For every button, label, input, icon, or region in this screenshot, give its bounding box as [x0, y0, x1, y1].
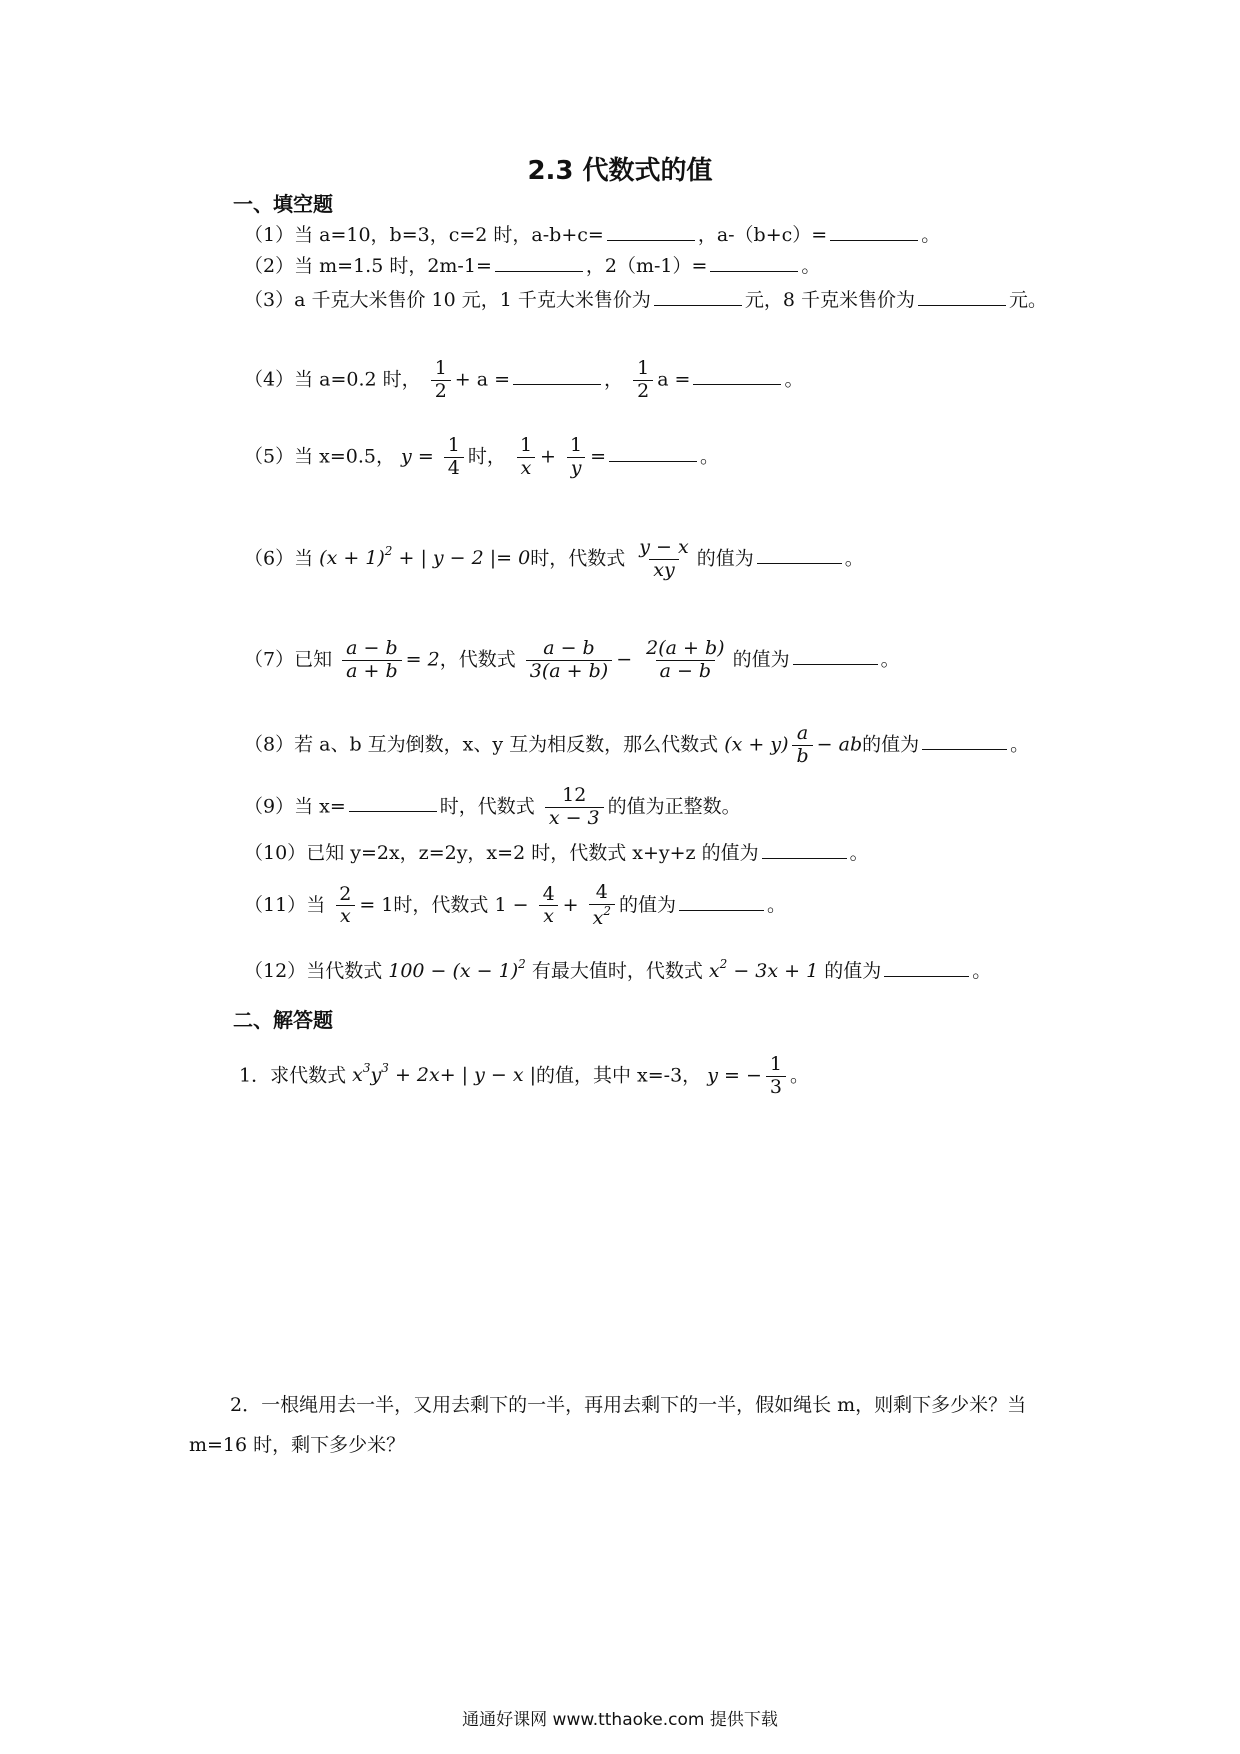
question-text: 时，代数式: [530, 547, 626, 570]
math-expr: $x^3y^3 + 2x+$ | y − x |: [352, 1061, 536, 1087]
problem-text: 一根绳用去一半，又用去剩下的一半，再用去剩下的一半，假如绳长 m，则剩下多少米？当 m=16 时，剩下多少米？: [189, 1394, 1027, 1456]
math-expr: (x + y): [724, 733, 789, 756]
fraction-one-over-x: $\frac{1}{x}$: [516, 435, 536, 480]
question-text: 当 a=10，b=3，c=2 时，a-b+c=: [294, 224, 604, 246]
answer-blank[interactable]: [654, 304, 742, 306]
question-number: （10）: [244, 842, 307, 864]
end-mark: 。: [789, 1064, 809, 1087]
answer-blank[interactable]: [710, 270, 798, 272]
math-expr: y = −: [707, 1064, 762, 1087]
math-expr: + a =: [454, 368, 511, 391]
question-11: [244, 882, 786, 930]
question-text: 时，: [467, 445, 506, 468]
problem-2: [189, 1385, 1059, 1465]
answer-blank[interactable]: [609, 460, 697, 462]
question-number: （9）: [244, 795, 295, 818]
question-text: ，a-（b+c）=: [697, 224, 828, 246]
math-op: +: [540, 445, 556, 468]
question-text: 的值为: [824, 960, 882, 982]
math-expr: $x^2 - 3x + 1$: [708, 957, 819, 982]
question-10: [244, 844, 869, 863]
end-mark: 。: [767, 893, 787, 916]
question-text: 有最大值时，代数式: [531, 960, 703, 982]
math-expr: − ab: [816, 733, 863, 756]
math-expr: = 1: [359, 893, 394, 916]
question-number: （11）: [244, 893, 307, 916]
question-number: （6）: [244, 547, 295, 570]
question-text: 已知: [294, 648, 333, 671]
answer-blank[interactable]: [679, 909, 764, 911]
fraction-one-half: $\frac{1}{2}$: [431, 358, 451, 403]
math-expr: y =: [401, 445, 434, 468]
question-text: ，2（m-1）=: [585, 255, 708, 277]
question-text: 的值为: [696, 547, 754, 570]
question-text: 当: [294, 547, 314, 570]
answer-blank[interactable]: [793, 663, 878, 665]
fraction-one-third: $\frac{1}{3}$: [766, 1054, 786, 1099]
question-text: ，代数式: [439, 648, 516, 671]
question-text: 当 a=0.2 时，: [294, 368, 421, 391]
question-4: [244, 358, 804, 403]
question-7: [244, 638, 900, 683]
problem-text: 的值，其中 x=-3，: [536, 1064, 702, 1087]
question-number: （8）: [244, 733, 295, 756]
end-mark: 。: [972, 960, 992, 982]
question-text: 。: [921, 224, 941, 246]
answer-blank[interactable]: [830, 239, 918, 241]
end-mark: 。: [1010, 733, 1030, 756]
section-heading-answer: 二、解答题: [233, 1008, 333, 1032]
math-expr: $100 - (x - 1)^2$: [388, 957, 526, 982]
question-8: [244, 723, 1029, 768]
answer-blank[interactable]: [884, 975, 969, 977]
answer-blank[interactable]: [757, 562, 842, 564]
answer-blank[interactable]: [693, 383, 781, 385]
question-number: （5）: [244, 445, 295, 468]
problem-number: 2．: [230, 1394, 262, 1416]
question-9: [244, 785, 741, 830]
answer-blank[interactable]: [495, 270, 583, 272]
question-12: [244, 958, 991, 981]
math-expr: 1 −: [494, 893, 529, 916]
section-heading-fill-in: 一、填空题: [233, 192, 333, 216]
question-text: 的值为正整数。: [607, 795, 741, 818]
question-text: 当 x=: [294, 795, 346, 818]
question-number: （7）: [244, 648, 295, 671]
end-mark: 。: [880, 648, 900, 671]
question-number: （1）: [244, 224, 295, 246]
question-text: 当代数式: [306, 960, 383, 982]
fraction-4-over-x-squared: $\frac{4}{x^2}$: [589, 882, 615, 930]
question-1: [244, 226, 940, 245]
problem-1: [239, 1054, 809, 1099]
fraction-12-over-x-minus-3: $\frac{12}{x - 3}$: [545, 785, 604, 830]
question-text: 元。: [1009, 289, 1048, 311]
math-op: +: [562, 893, 579, 916]
question-2: [244, 257, 820, 276]
answer-blank[interactable]: [922, 748, 1007, 750]
page-title: 2.3 代数式的值: [527, 156, 713, 186]
question-text: a 千克大米售价 10 元，1 千克大米售价为: [294, 289, 651, 311]
question-text: 的值为: [732, 648, 790, 671]
question-5: [244, 435, 719, 480]
math-expr: a =: [657, 368, 691, 391]
question-6: [244, 537, 864, 582]
math-op: −: [616, 648, 633, 671]
end-mark: 。: [784, 368, 804, 391]
question-number: （2）: [244, 255, 295, 277]
footer-source: 通通好课网 www.tthaoke.com 提供下载: [462, 1710, 778, 1730]
fraction-one-quarter: $\frac{1}{4}$: [444, 435, 464, 480]
fraction-2-over-x: $\frac{2}{x}$: [335, 884, 355, 929]
end-mark: 。: [844, 547, 864, 570]
question-text: 已知 y=2x，z=2y，x=2 时，代数式 x+y+z 的值为: [306, 842, 759, 864]
end-mark: 。: [849, 842, 869, 864]
end-mark: 。: [700, 445, 720, 468]
question-text: 当: [306, 893, 326, 916]
math-expr: = 2: [405, 648, 440, 671]
question-text: 当 x=0.5，: [294, 445, 395, 468]
answer-blank[interactable]: [349, 810, 437, 812]
problem-number: 1．: [239, 1064, 271, 1087]
fraction-ratio: $\frac{a - b}{a + b}$: [342, 638, 402, 683]
fraction-one-half: $\frac{1}{2}$: [633, 358, 653, 403]
answer-blank[interactable]: [513, 383, 601, 385]
question-3: [189, 280, 1059, 321]
question-text: 当 m=1.5 时，2m-1=: [294, 255, 492, 277]
fraction-4-over-x: $\frac{4}{x}$: [539, 884, 559, 929]
fraction-term-2: $\frac{2(a + b)}{a - b}$: [646, 637, 725, 682]
separator: ，: [604, 368, 624, 391]
question-text: 的值为: [862, 733, 920, 756]
math-expr: $(x + 1)^2$ + | y − 2 |= 0: [319, 544, 531, 570]
fraction-one-over-y: $\frac{1}{y}$: [566, 435, 586, 480]
problem-text: 求代数式: [270, 1064, 347, 1087]
question-text: 时，代数式: [393, 893, 489, 916]
question-number: （4）: [244, 368, 295, 391]
fraction-y-minus-x-over-xy: $\frac{y - x}{xy}$: [639, 536, 689, 581]
answer-blank[interactable]: [607, 239, 695, 241]
question-text: 元，8 千克米售价为: [744, 289, 915, 311]
answer-blank[interactable]: [918, 304, 1006, 306]
question-number: （12）: [244, 960, 307, 982]
question-text: 时，代数式: [439, 795, 535, 818]
question-number: （3）: [244, 289, 295, 311]
question-text: 若 a、b 互为倒数，x、y 互为相反数，那么代数式: [294, 733, 719, 756]
question-text: 的值为: [619, 893, 677, 916]
question-text: 。: [801, 255, 821, 277]
answer-blank[interactable]: [762, 857, 847, 859]
fraction-term-1: $\frac{a - b}{3(a + b)}$: [526, 638, 612, 683]
fraction-a-over-b: $\frac{a}{b}$: [792, 723, 812, 768]
math-op: =: [590, 445, 607, 468]
